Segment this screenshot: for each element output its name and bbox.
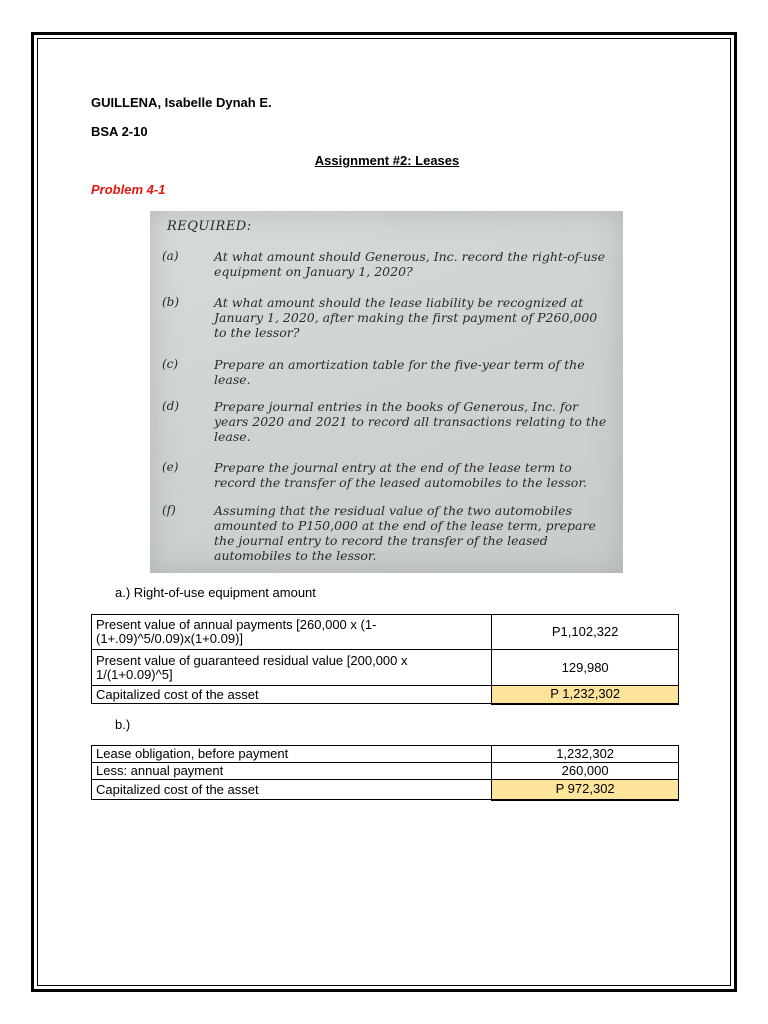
table-row <box>92 780 679 800</box>
assignment-title: Assignment #2: Leases <box>314 153 460 168</box>
row-amount: P1,102,322 <box>492 615 679 650</box>
table-row <box>92 650 679 686</box>
part-a-label: a.) Right-of-use equipment amount <box>115 585 316 600</box>
row-amount-highlighted: P 1,232,302 <box>492 686 679 704</box>
row-amount: 260,000 <box>492 763 679 780</box>
row-description: Less: annual payment <box>92 763 492 780</box>
row-description: Capitalized cost of the asset <box>92 780 492 800</box>
student-name: GUILLENA, Isabelle Dynah E. <box>91 95 272 110</box>
required-scan-image: REQUIRED: (a) At what amount should Generous, Inc. record the right-of-use equipment on January 1, 2020? (b) At what amount should the lease liability be recognized at January 1, 2020, after making the first payment of P260,000 to the lessor? (c) Prepare an amortization table for the five-year term of the lease. (d) Prepare journal entries in the books of Generous, Inc. for years 2020 and 2021 to record all transactions relating to the lease. (e) Prepare the journal entry at the end of the lease term to record the transfer of the leased automobiles to the lessor. (f) Assuming that the residual value of the two automobiles amounted to P150,000 at the end of the lease term, prepare the journal entry to record the transfer of the leased automobiles to the lessor. <box>150 211 623 573</box>
table-row <box>92 746 679 763</box>
row-description: Capitalized cost of the asset <box>92 686 492 704</box>
required-heading: REQUIRED: <box>167 219 252 234</box>
part-a-table <box>91 614 679 705</box>
problem-label: Problem 4-1 <box>91 182 166 197</box>
table-row <box>92 686 679 704</box>
row-description: Present value of annual payments [260,000 x (1-(1+.09)^5/0.09)x(1+0.09)] <box>92 615 492 650</box>
table-row <box>92 763 679 780</box>
row-amount-highlighted: P 972,302 <box>492 780 679 800</box>
table-row <box>92 615 679 650</box>
row-amount: 1,232,302 <box>492 746 679 763</box>
part-b-label: b.) <box>115 717 131 732</box>
row-description: Lease obligation, before payment <box>92 746 492 763</box>
student-course: BSA 2-10 <box>91 124 148 139</box>
row-description: Present value of guaranteed residual value [200,000 x 1/(1+0.09)^5] <box>92 650 492 686</box>
row-amount: 129,980 <box>492 650 679 686</box>
part-b-table <box>91 745 679 801</box>
